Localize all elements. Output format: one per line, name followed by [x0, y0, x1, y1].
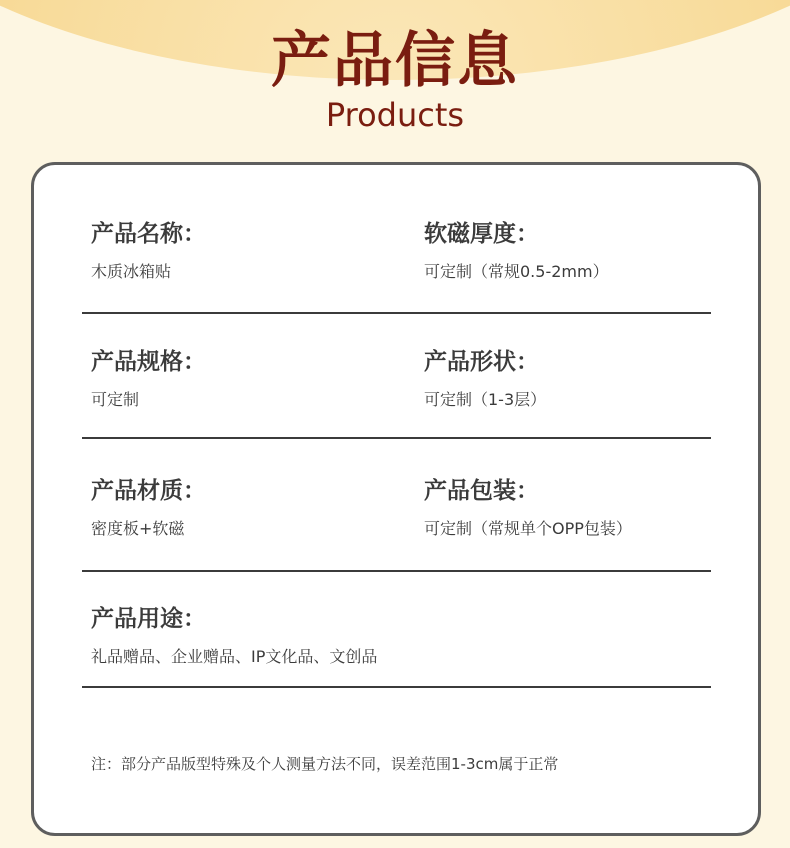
spec-product-name — [91, 219, 206, 283]
spec-product-packaging — [424, 476, 632, 540]
spec-value: 可定制（常规0.5-2mm） — [424, 262, 609, 281]
row-divider — [82, 312, 711, 314]
spec-value: 密度板+软磁 — [91, 519, 185, 538]
spec-value: 可定制（1-3层） — [424, 390, 547, 409]
spec-value: 可定制（常规单个OPP包装） — [424, 519, 632, 538]
spec-value: 可定制 — [91, 390, 140, 409]
spec-label: 产品材质： — [91, 478, 206, 504]
spec-label: 产品规格： — [91, 349, 206, 375]
spec-label: 产品用途： — [91, 606, 206, 632]
spec-label: 软磁厚度： — [424, 221, 539, 247]
row-divider — [82, 570, 711, 572]
page-subtitle: Products — [325, 96, 465, 134]
row-divider — [82, 686, 711, 688]
spec-label: 产品形状： — [424, 349, 539, 375]
spec-product-usage — [91, 604, 377, 668]
spec-product-shape — [424, 347, 546, 411]
measurement-note: 注：部分产品版型特殊及个人测量方法不同，误差范围1-3cm属于正常 — [91, 755, 559, 773]
spec-magnet-thickness — [424, 219, 609, 283]
row-divider — [82, 437, 711, 439]
spec-value: 礼品赠品、企业赠品、IP文化品、文创品 — [91, 647, 378, 666]
spec-label: 产品名称： — [91, 221, 206, 247]
spec-product-material — [91, 476, 206, 540]
spec-value: 木质冰箱贴 — [91, 262, 172, 281]
spec-product-size — [91, 347, 206, 411]
spec-label: 产品包装： — [424, 478, 539, 504]
product-info-card — [31, 162, 761, 836]
page-title: 产品信息 — [271, 26, 519, 96]
